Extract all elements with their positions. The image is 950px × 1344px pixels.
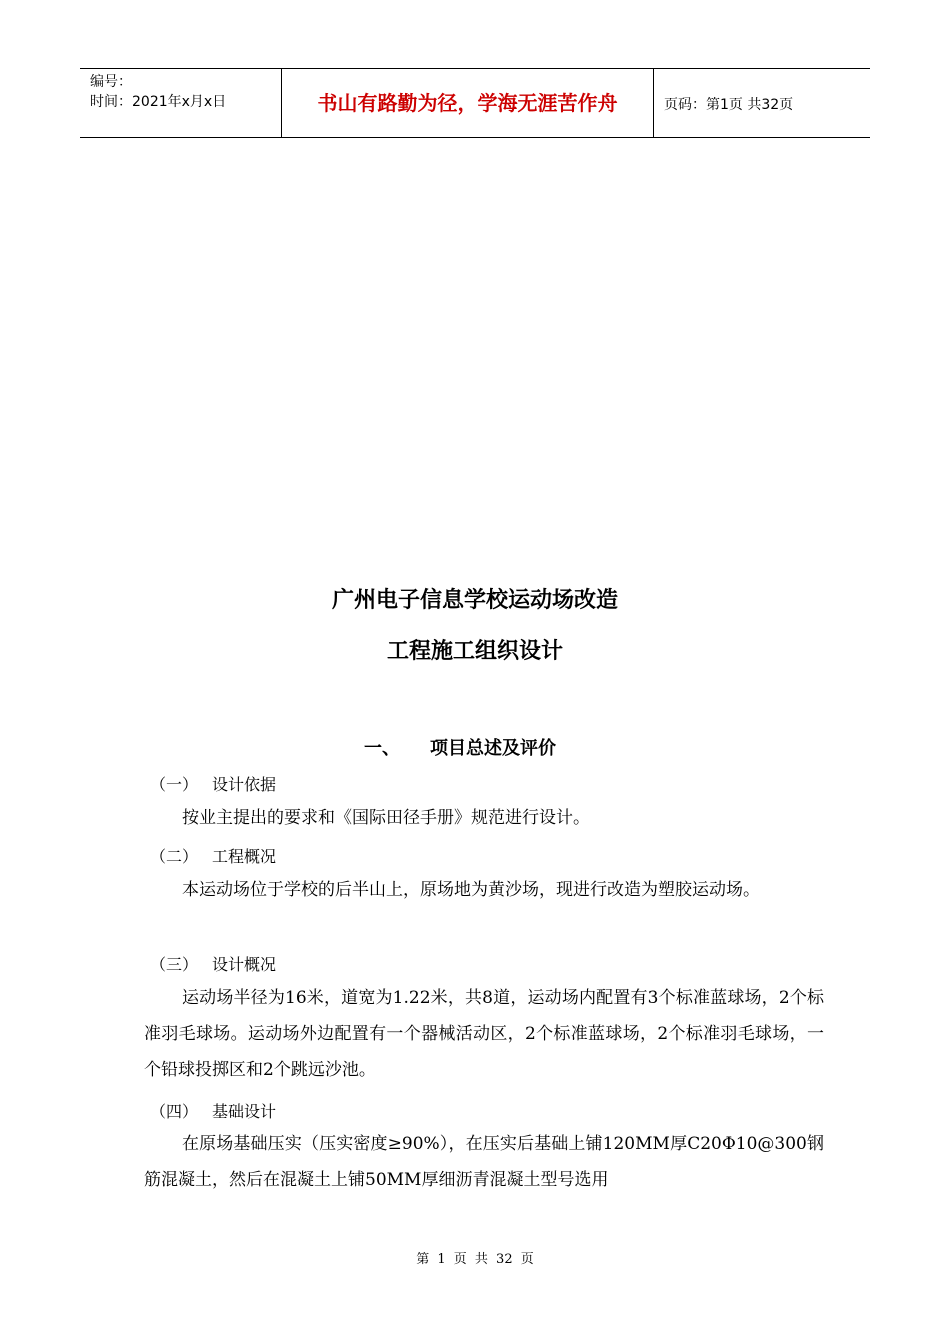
number-label: 编号： <box>90 74 132 90</box>
header-motto: 书山有路勤为径，学海无涯苦作舟 <box>282 69 654 137</box>
subsection-number: （三） <box>150 955 199 974</box>
header-meta-cell <box>80 69 282 137</box>
subsection-number: （一） <box>150 775 199 794</box>
time-label: 时间：2021年x月x日 <box>90 94 227 110</box>
paragraph: 在原场基础压实（压实密度≥90%），在压实后基础上铺120MM厚C20Φ10@300钢筋混凝土，然后在混凝土上铺50MM厚细沥青混凝土型号选用 <box>144 1134 824 1190</box>
subsection-title: 设计概况 <box>212 955 277 974</box>
subsection-heading <box>150 1099 276 1122</box>
subsection-heading <box>150 952 276 975</box>
paragraph: 按业主提出的要求和《国际田径手册》规范进行设计。 <box>182 808 590 828</box>
document-header <box>80 68 870 138</box>
section-number: 一、 <box>364 738 400 759</box>
paragraph: 本运动场位于学校的后半山上，原场地为黄沙场，现进行改造为塑胶运动场。 <box>182 880 760 900</box>
subsection-number: （四） <box>150 1102 199 1121</box>
header-page-info-cell <box>654 69 870 137</box>
document-title-line2: 工程施工组织设计 <box>386 639 563 664</box>
subsection-title: 工程概况 <box>212 847 277 866</box>
section-heading <box>364 734 556 760</box>
subsection-title: 设计依据 <box>212 775 277 794</box>
page-info: 页码：第1页 共32页 <box>664 97 794 113</box>
subsection-heading <box>150 772 276 795</box>
subsection-number: （二） <box>150 847 199 866</box>
document-title-line1: 广州电子信息学校运动场改造 <box>331 588 618 613</box>
page-footer: 第 1 页 共 32 页 <box>416 1252 534 1267</box>
section-title: 项目总述及评价 <box>430 738 556 759</box>
subsection-heading <box>150 844 276 867</box>
subsection-title: 基础设计 <box>212 1102 277 1121</box>
paragraph: 运动场半径为16米，道宽为1.22米，共8道，运动场内配置有3个标准蓝球场，2个标准羽毛球场。运动场外边配置有一个器械活动区，2个标准蓝球场，2个标准羽毛球场，一个铅球投掷区和2个跳远沙池。 <box>144 988 824 1080</box>
